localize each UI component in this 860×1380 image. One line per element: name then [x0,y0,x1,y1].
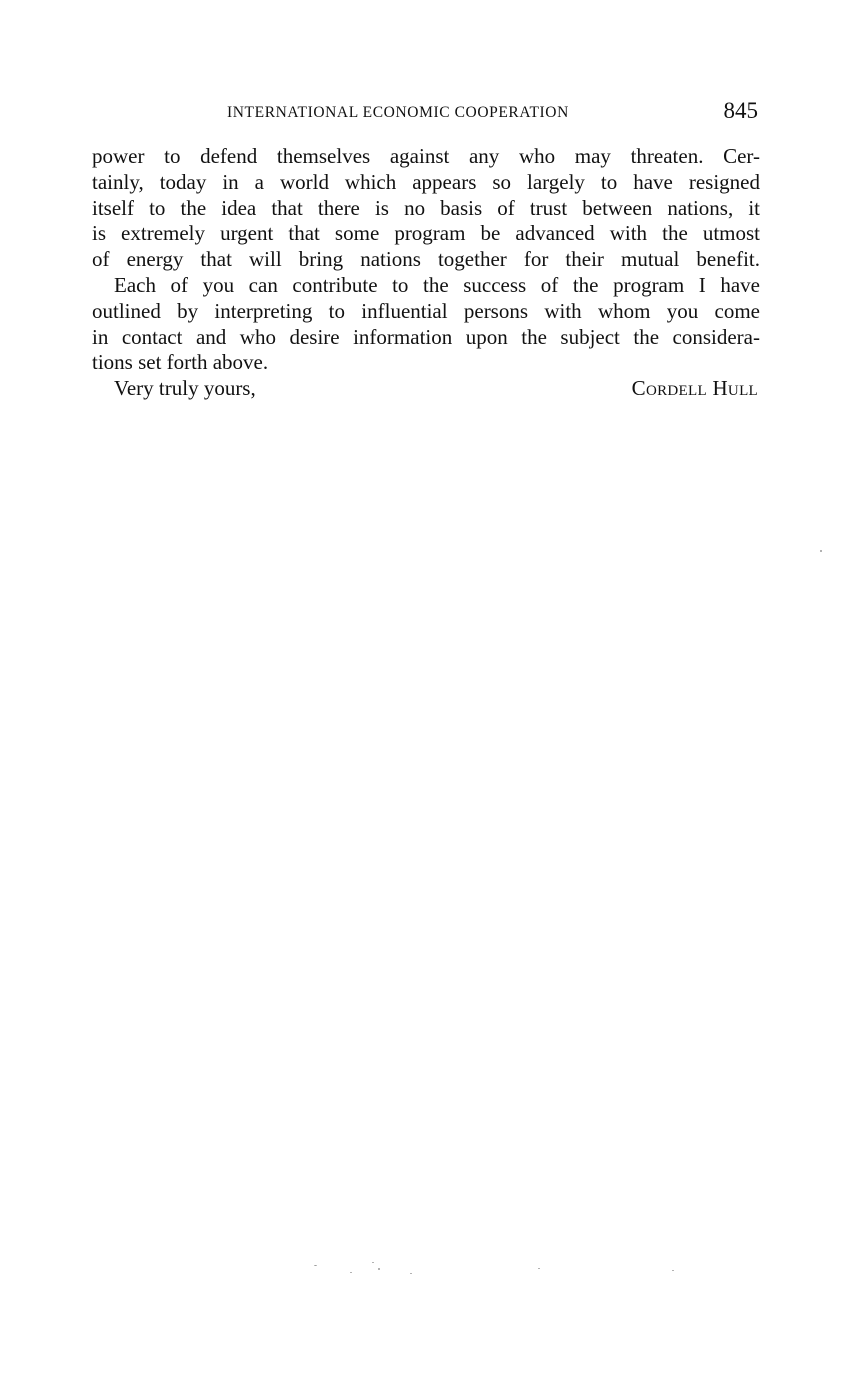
paragraph-1 [92,144,760,273]
text-line: Each of you can contribute to the success of the program I have [114,272,760,297]
page-header [92,98,760,128]
letter-closing [92,376,760,402]
paragraph-2 [92,273,760,376]
scan-speck [538,1268,540,1269]
scan-speck [350,1272,352,1273]
page-number: 845 [723,98,758,123]
scan-speck [378,1268,380,1270]
scan-speck [820,550,822,552]
salutation: Very truly yours, [114,376,256,401]
text-line: in contact and who desire information upon the subject the considera- [92,324,760,349]
letter-body [92,144,760,402]
scan-speck [410,1273,412,1274]
text-line: power to defend themselves against any who may threaten. Cer- [92,144,760,168]
scan-speck [672,1270,674,1271]
signature: Cordell Hull [631,376,758,401]
scan-speck [314,1265,317,1266]
scan-speck [372,1262,374,1263]
text-line: itself to the idea that there is no basis of trust between nations, it [92,195,760,220]
text-line: outlined by interpreting to influential persons with whom you come [92,298,760,323]
text-line: of energy that will bring nations together for their mutual benefit. [92,247,760,272]
text-line: is extremely urgent that some program be advanced with the utmost [92,221,760,246]
text-line: tainly, today in a world which appears so largely to have resigned [92,169,760,194]
running-title: INTERNATIONAL ECONOMIC COOPERATION [227,104,569,121]
text-line: tions set forth above. [92,350,269,375]
